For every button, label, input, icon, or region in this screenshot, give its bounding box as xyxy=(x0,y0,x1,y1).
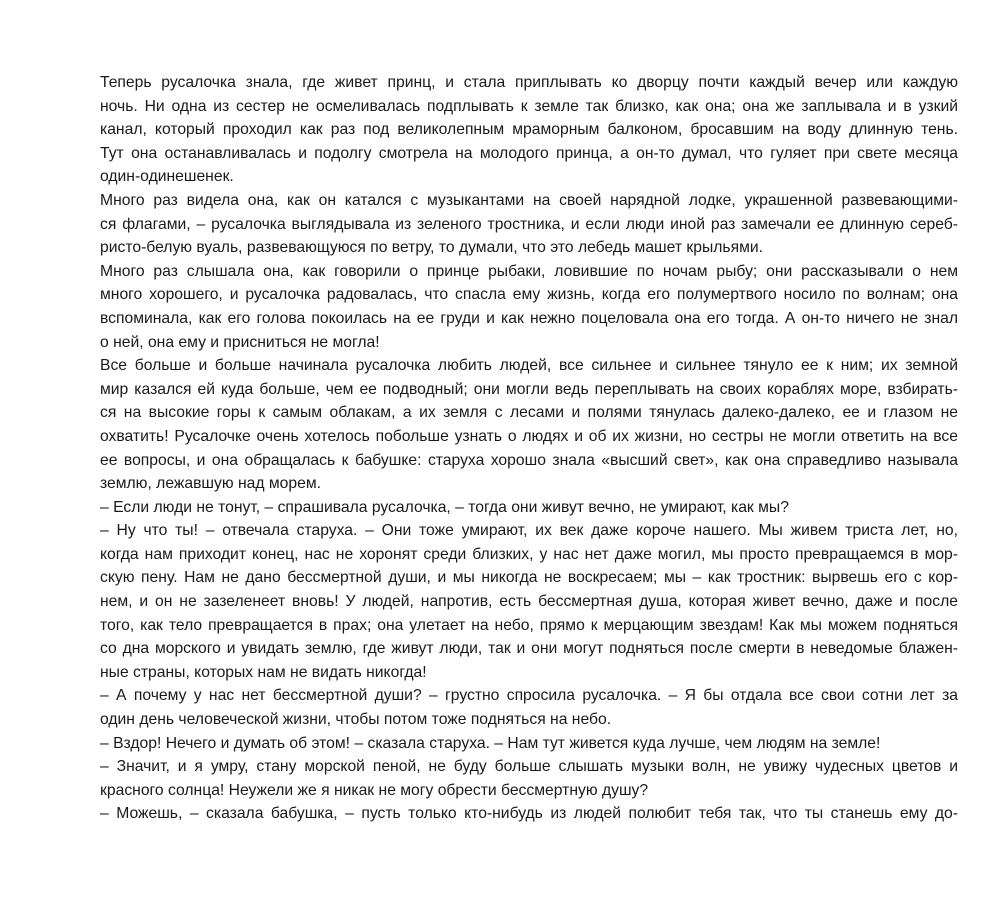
paragraph-2 xyxy=(62,189,958,260)
paragraph-10 xyxy=(62,802,958,826)
text-line: – Если люди не тонут, – спрашивала русалочка, – тогда они живут вечно, не умирают, как мы? xyxy=(100,498,789,516)
text-line: – Значит, и я умру, стану морской пеной, не буду больше слышать музыки волн, не увижу чудесных цветов и xyxy=(100,758,958,776)
text-line: Тут она останавливалась и подолгу смотрела на молодого принца, а он-то думал, что гуляет при свете месяца xyxy=(100,144,958,162)
paragraph-6 xyxy=(62,519,958,684)
text-line: ные страны, которых нам не видать никогда! xyxy=(100,663,427,681)
paragraph-5 xyxy=(62,496,958,520)
text-line: когда нам приходит конец, нас не хоронят среди близких, у нас нет даже могил, мы просто превращаемся в мор- xyxy=(100,545,958,563)
text-line: канал, который проходил как раз под великолепным мраморным балконом, бросавшим на воду длинную тень. xyxy=(100,121,958,139)
paragraph-4 xyxy=(62,354,958,496)
text-line: Много раз видела она, как он катался с музыкантами на своей нарядной лодке, украшенной развевающими- xyxy=(100,191,958,209)
text-line: ночь. Ни одна из сестер не осмеливалась подплывать к земле так близко, как она; она же заплывала и в узкий xyxy=(100,97,958,115)
text-line: красного солнца! Неужели же я никак не могу обрести бессмертную душу? xyxy=(100,781,649,799)
text-line: ее вопросы, и она обращалась к бабушке: старуха хорошо знала «высший свет», как она справедливо называла xyxy=(100,451,958,469)
text-line: – Ну что ты! – отвечала старуха. – Они тоже умирают, их век даже короче нашего. Мы живем триста лет, но, xyxy=(100,522,958,540)
text-line: – А почему у нас нет бессмертной души? – грустно спросила русалочка. – Я бы отдала все свои сотни лет за xyxy=(100,687,958,705)
text-line: – Вздор! Нечего и думать об этом! – сказала старуха. – Нам тут живется куда лучше, чем людям на земле! xyxy=(100,734,881,752)
text-line: один день человеческой жизни, чтобы потом тоже подняться на небо. xyxy=(100,711,612,729)
text-line: о ней, она ему и присниться не могла! xyxy=(100,333,380,351)
text-line: Много раз слышала она, как говорили о принце рыбаки, ловившие по ночам рыбу; они рассказывали о нем xyxy=(100,262,958,280)
text-line: мир казался ей куда больше, чем ее подводный; они могли ведь переплывать на своих кораблях море, взбирать- xyxy=(100,380,958,398)
paragraph-7 xyxy=(62,684,958,731)
paragraph-3 xyxy=(62,260,958,354)
paragraph-1 xyxy=(62,71,958,189)
text-line: – Можешь, – сказала бабушка, – пусть только кто-нибудь из людей полюбит тебя так, что ты станешь ему до- xyxy=(100,805,958,823)
paragraph-8 xyxy=(62,732,958,756)
text-line: Теперь русалочка знала, где живет принц, и стала приплывать ко дворцу почти каждый вечер или каждую xyxy=(100,74,958,91)
text-line: того, как тело превращается в прах; она улетает на небо, прямо к мерцающим звездам! Как мы можем подняться xyxy=(100,616,958,634)
text-line: землю, лежавшую над морем. xyxy=(100,475,321,493)
paragraph-9 xyxy=(62,755,958,802)
text-line: со дна морского и увидать землю, где живут люди, так и они могут подняться после смерти в неведомые блажен- xyxy=(100,640,958,658)
text-line: ристо-белую вуаль, развевающуюся по ветру, то думали, что это лебедь машет крыльями. xyxy=(100,239,763,257)
text-line: один-одинешенек. xyxy=(100,168,234,186)
text-line: скую пену. Нам не дано бессмертной души, и мы никогда не воскресаем; мы – как тростник: вырвешь его с кор- xyxy=(100,569,958,587)
text-line: вспоминала, как его голова покоилась на ее груди и как нежно поцеловала она его тогда. А он-то ничего не знал xyxy=(100,309,958,327)
text-line: много хорошего, и русалочка радовалась, что спасла ему жизнь, когда его полумертвого носило по волнам; она xyxy=(100,286,958,304)
text-line: ся на высокие горы к самым облакам, а их земля с лесами и полями тянулась далеко-далеко, ее и глазом не xyxy=(100,404,958,422)
text-line: охватить! Русалочке очень хотелось побольше узнать о людях и об их жизни, но сестры не могли ответить на все xyxy=(100,427,958,445)
text-line: нем, и он не зазеленеет вновь! У людей, напротив, есть бессмертная душа, которая живет вечно, даже и после xyxy=(100,593,958,611)
text-line: Все больше и больше начинала русалочка любить людей, все сильнее и сильнее тянуло ее к ним; их земной xyxy=(100,357,958,375)
text-line: ся флагами, – русалочка выглядывала из зеленого тростника, и если люди иной раз замечали ее длинную сереб- xyxy=(100,215,958,233)
document-text xyxy=(62,71,958,826)
